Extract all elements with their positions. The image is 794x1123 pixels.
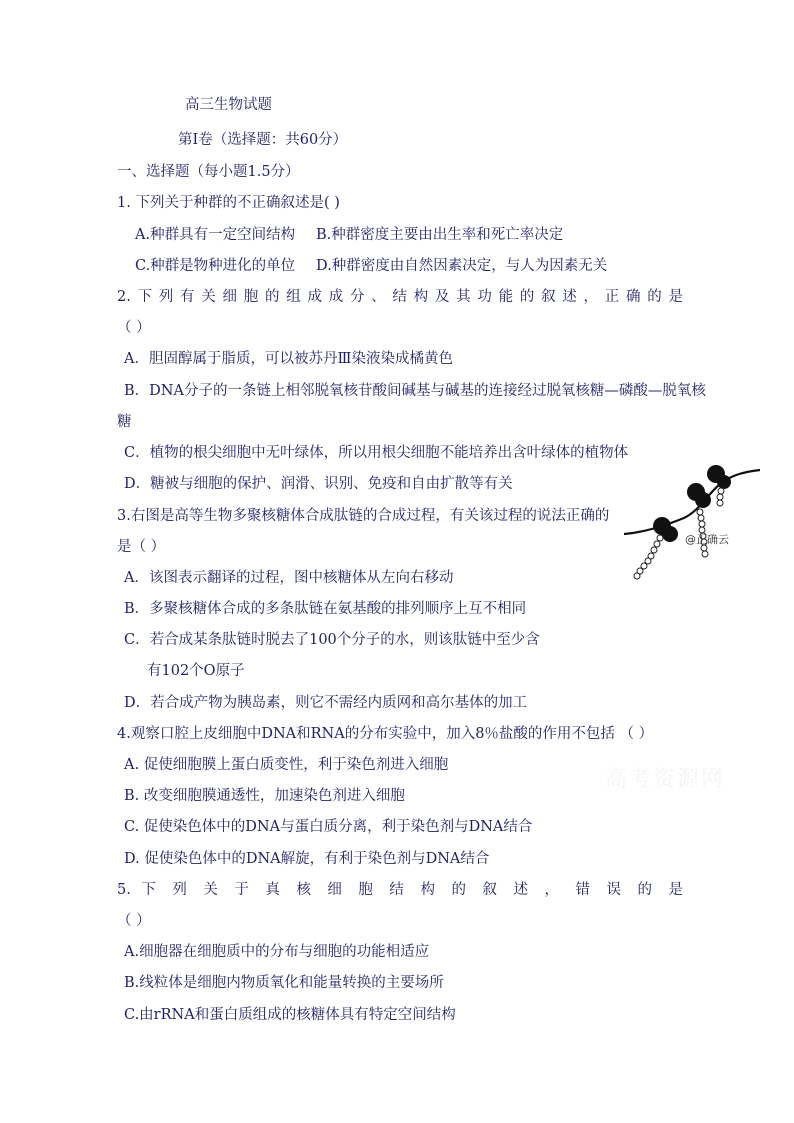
question-2-option-b: B．DNA分子的一条链上相邻脱氧核苷酸间碱基与碱基的连接经过脱氧核糖—磷酸—脱氧核 xyxy=(124,383,706,399)
question-4-stem: 4.观察口腔上皮细胞中DNA和RNA的分布实验中，加入8％盐酸的作用不包括 （ ） xyxy=(117,726,654,742)
ribosome-right xyxy=(707,465,731,489)
question-3-option-b: B．多聚核糖体合成的多条肽链在氨基酸的排列顺序上互不相同 xyxy=(124,601,527,617)
question-2-stem: 2.下列有关细胞的组成成分、结构及其功能的叙述，正确的是 xyxy=(117,289,683,305)
ribosome-middle xyxy=(687,483,711,508)
question-3-option-c-cont: 有102个O原子 xyxy=(147,663,245,679)
question-1-option-b: B.种群密度主要由出生率和死亡率决定 xyxy=(316,227,564,243)
section-heading: 一、选择题（每小题1.5分） xyxy=(117,164,300,180)
question-3-option-d: D．若合成产物为胰岛素，则它不需经内质网和高尔基体的加工 xyxy=(124,695,528,711)
question-2-answer-paren: （ ） xyxy=(117,320,151,336)
peptide-chain-long xyxy=(634,535,663,579)
question-4-option-a: A. 促使细胞膜上蛋白质变性，利于染色剂进入细胞 xyxy=(124,757,449,773)
page-title: 高三生物试题 xyxy=(185,97,272,113)
paper-subtitle: 第Ⅰ卷（选择题：共60分） xyxy=(178,132,348,148)
question-3-option-c: C．若合成某条肽链时脱去了100个分子的水，则该肽链中至少含 xyxy=(124,632,540,648)
question-3-option-a: A．该图表示翻译的过程，图中核糖体从左向右移动 xyxy=(124,570,454,586)
question-1-option-d: D.种群密度由自然因素决定，与人为因素无关 xyxy=(316,258,608,274)
question-1-option-a: A.种群具有一定空间结构 xyxy=(135,227,296,243)
question-4-option-d: D. 促使染色体中的DNA解旋，有利于染色剂与DNA结合 xyxy=(124,851,490,867)
question-5-answer-paren: （ ） xyxy=(117,913,151,929)
question-4-option-b: B. 改变细胞膜通透性，加速染色剂进入细胞 xyxy=(124,788,405,804)
question-1-stem: 1. 下列关于种群的不正确叙述是( ) xyxy=(117,195,340,211)
question-1-option-c: C.种群是物种进化的单位 xyxy=(135,258,296,274)
question-3-stem-cont: 是（ ） xyxy=(117,539,166,555)
question-5-option-c: C.由rRNA和蛋白质组成的核糖体具有特定空间结构 xyxy=(124,1007,456,1023)
question-5-stem: 5. 下 列 关 于 真 核 细 胞 结 构 的 叙 述 ， 错 误 的 是 xyxy=(117,882,683,898)
question-3-stem: 3.右图是高等生物多聚核糖体合成肽链的合成过程，有关该过程的说法正确的 xyxy=(117,508,610,524)
watermark: 高考资源网 xyxy=(605,767,726,792)
question-2-option-b-cont: 糖 xyxy=(117,414,132,430)
question-2-option-d: D．糖被与细胞的保护、润滑、识别、免疫和自由扩散等有关 xyxy=(124,476,513,492)
peptide-chain-short xyxy=(717,488,724,506)
question-5-option-a: A.细胞器在细胞质中的分布与细胞的功能相适应 xyxy=(124,944,430,960)
polyribosome-figure xyxy=(624,462,760,580)
figure-caption: @正确云 xyxy=(685,533,729,546)
question-5-option-b: B.线粒体是细胞内物质氧化和能量转换的主要场所 xyxy=(124,975,444,991)
question-4-option-c: C. 促使染色体中的DNA与蛋白质分离，利于染色剂与DNA结合 xyxy=(124,819,533,835)
question-2-option-c: C．植物的根尖细胞中无叶绿体，所以用根尖细胞不能培养出含叶绿体的植物体 xyxy=(124,445,629,461)
question-2-option-a: A．胆固醇属于脂质，可以被苏丹Ⅲ染液染成橘黄色 xyxy=(124,351,453,367)
mrna-strand xyxy=(624,470,760,534)
